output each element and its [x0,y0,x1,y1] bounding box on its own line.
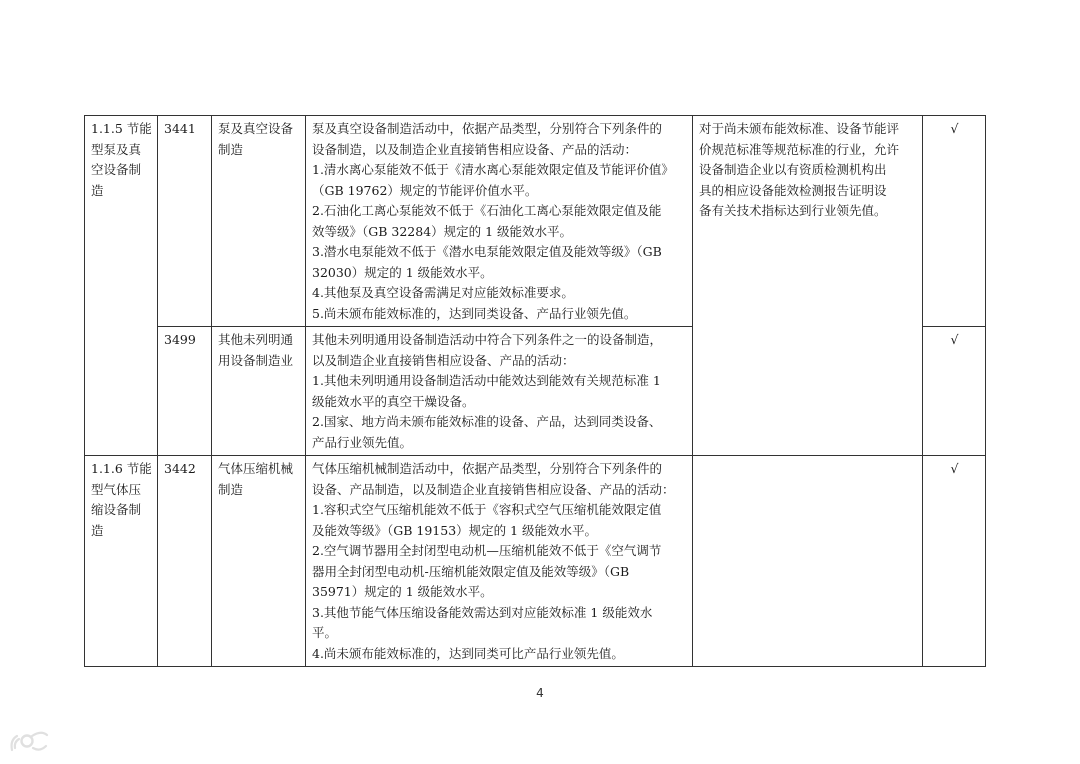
watermark-logo-icon [8,728,50,756]
industry-cell: 其他未列明通用设备制造业 [212,327,306,456]
description-line: 设备、产品制造，以及制造企业直接销售相应设备、产品的活动： [312,481,675,497]
description-line: 级能效水平的真空干燥设备。 [312,393,475,409]
regulation-table [84,115,986,667]
description-cell [306,456,693,667]
description-line: 气体压缩机械制造活动中，依据产品类型，分别符合下列条件的 [312,461,663,476]
description-line: 其他未列明通用设备制造活动中符合下列条件之一的设备制造， [312,332,663,347]
description-line: 2.石油化工离心泵能效不低于《石油化工离心泵能效限定值及能 [312,203,662,218]
checkmark-cell: √ [923,327,986,456]
description-line: 4.尚未颁布能效标准的，达到同类可比产品行业领先值。 [312,645,624,661]
description-line: 器用全封闭型电动机-压缩机能效限定值及能效等级》（GB [312,563,630,579]
description-line: 3.潜水电泵能效不低于《潜水电泵能效限定值及能效等级》（GB [312,244,662,259]
note-line: 具的相应设备能效检测报告证明设 [699,182,887,198]
description-line: 32030）规定的 1 级能效水平。 [312,264,493,280]
table-row [85,116,986,327]
description-line: （GB 19762）规定的节能评价值水平。 [312,182,538,198]
industry-cell: 气体压缩机械制造 [212,456,306,667]
description-line: 泵及真空设备制造活动中，依据产品类型，分别符合下列条件的 [312,121,663,136]
description-cell [306,327,693,456]
description-line: 设备制造，以及制造企业直接销售相应设备、产品的活动： [312,141,638,157]
code-cell: 3441 [158,116,212,327]
description-line: 1.其他未列明通用设备制造活动中能效达到能效有关规范标准 1 [312,373,661,388]
note-line: 价规范标准等规范标准的行业，允许 [699,141,900,157]
watermark [8,727,50,757]
code-cell: 3499 [158,327,212,456]
description-line: 及能效等级》（GB 19153）规定的 1 级能效水平。 [312,522,598,538]
page-number: 4 [536,686,544,700]
code-cell: 3442 [158,456,212,667]
description-line: 4.其他泵及真空设备需满足对应能效标准要求。 [312,285,574,300]
note-cell [693,456,923,667]
note-cell [693,116,923,456]
description-line: 2.国家、地方尚未颁布能效标准的设备、产品，达到同类设备、 [312,414,662,429]
description-line: 平。 [312,625,338,640]
industry-cell: 泵及真空设备制造 [212,116,306,327]
description-line: 1.清水离心泵能效不低于《清水离心泵能效限定值及节能评价值》 [312,162,674,177]
description-line: 产品行业领先值。 [312,434,413,450]
category-cell: 1.1.6 节能型气体压缩设备制造 [85,456,158,667]
checkmark-cell: √ [923,116,986,327]
note-line: 备有关技术指标达到行业领先值。 [699,203,887,218]
description-line: 35971）规定的 1 级能效水平。 [312,584,493,599]
description-line: 1.容积式空气压缩机能效不低于《容积式空气压缩机能效限定值 [312,502,662,517]
description-line: 3.其他节能气体压缩设备能效需达到对应能效标准 1 级能效水 [312,604,653,620]
description-line: 2.空气调节器用全封闭型电动机—压缩机能效不低于《空气调节 [312,543,662,558]
table-row [85,456,986,667]
description-line: 效等级》（GB 32284）规定的 1 级能效水平。 [312,223,573,239]
description-line: 以及制造企业直接销售相应设备、产品的活动： [312,352,575,368]
checkmark-cell: √ [923,456,986,667]
description-line: 5.尚未颁布能效标准的，达到同类设备、产品行业领先值。 [312,305,637,321]
description-cell [306,116,693,327]
note-line: 对于尚未颁布能效标准、设备节能评 [699,121,900,136]
note-line: 设备制造企业以有资质检测机构出 [699,162,887,177]
category-cell: 1.1.5 节能型泵及真空设备制造 [85,116,158,456]
